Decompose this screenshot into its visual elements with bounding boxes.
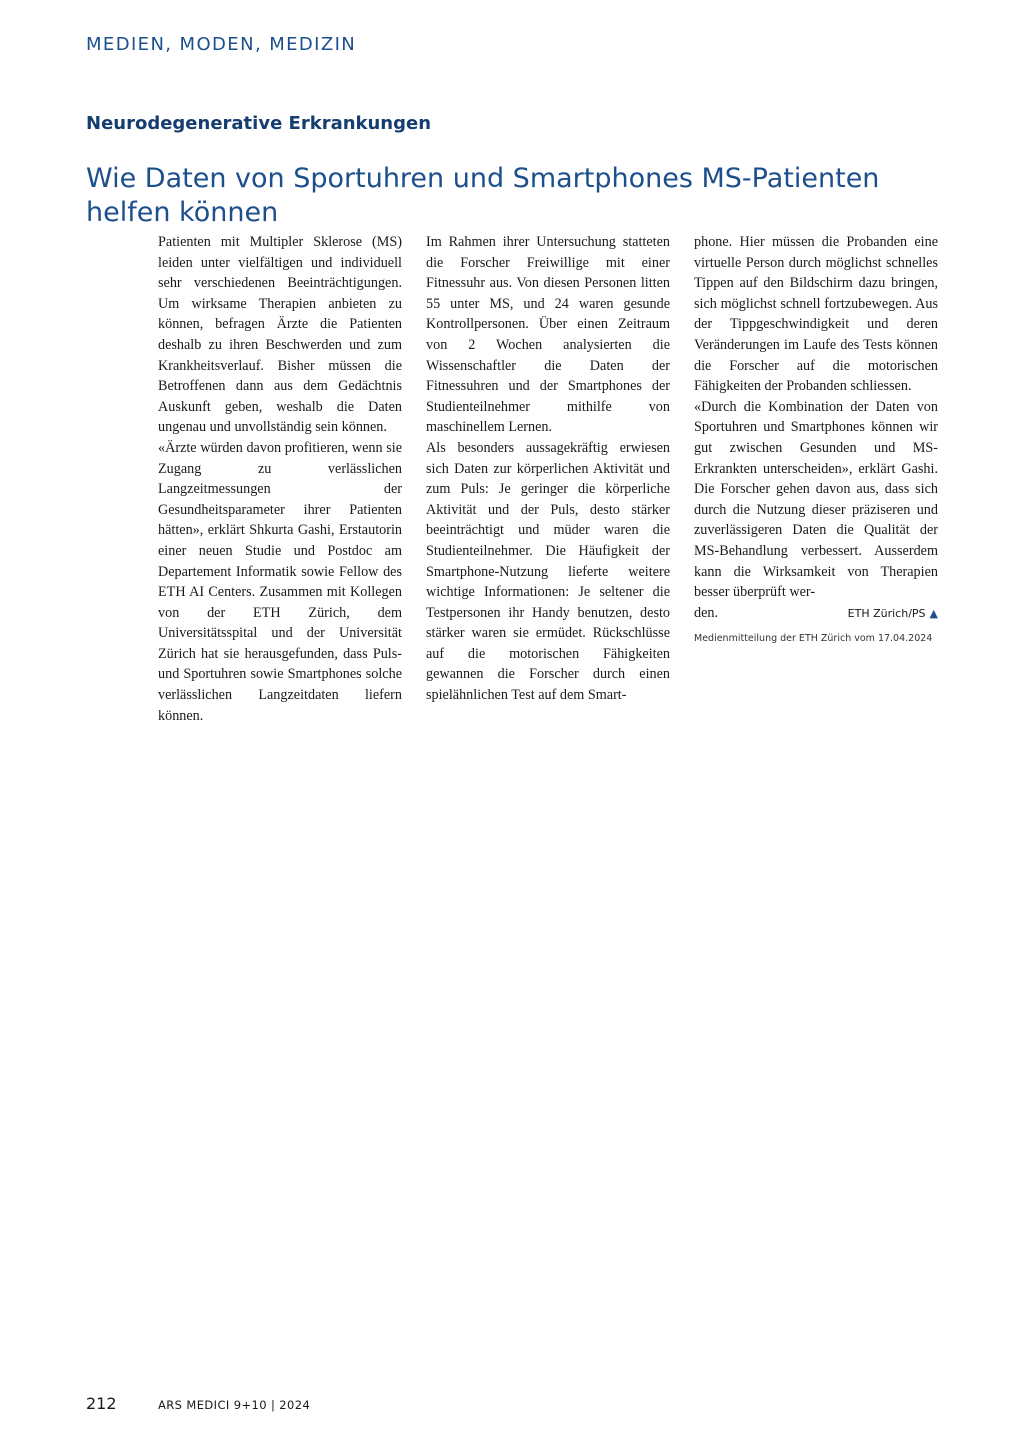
paragraph-end: den. [694,604,719,621]
paragraph: «Ärzte würden davon profitieren, wenn sie Zugang zu verlässlichen Langzeitmessungen der Gesundheitsparameter ihrer Patienten hätten», erklärt Shkurta Gashi, Erstautorin einer neuen Studie und Postdoc am Departement Informatik sowie Fellow des ETH AI Centers. Zusammen mit Kollegen von der ETH Zürich, dem Universitätsspital und der Universität Zürich hat sie herausgefunden, dass Puls- und Sportuhren sowie Smartphones solche verlässlichen Langzeitdaten liefern können. [158,439,402,724]
journal-issue: ARS MEDICI 9+10 | 2024 [158,1398,311,1412]
section-header: MEDIEN, MODEN, MEDIZIN [86,34,357,55]
author-line [694,603,938,625]
page-number: 212 [86,1394,117,1413]
author-name: ETH Zürich/PS [847,606,926,620]
paragraph: Als besonders aussagekräftig erwiesen sich Daten zur körperlichen Aktivität und zum Puls: Je geringer die körperliche Aktivität und der Puls, desto stärker beeinträchtigt und müder waren die Studienteilnehmer. Die Häufigkeit der Smartphone-Nutzung lieferte weitere wichtige Informationen: Je seltener die Testpersonen ihr Handy benutzen, desto stärker waren sie ermüdet. Rückschlüsse auf die motorischen Fähigkeiten gewannen die Forscher durch einen spielähnlichen Test auf dem Smart- [426,439,670,704]
paragraph: «Durch die Kombination der Daten von Sportuhren und Smartphones können wir gut zwischen Gesunden und MS-Erkrankten unterscheiden», erklärt Gashi. Die Forscher gehen davon aus, dass sich durch die Nutzung dieser präziseren und zuverlässigeren Daten die Qualität der MS-Behandlung verbessert. Ausserdem kann die Wirksamkeit von Therapien besser überprüft wer- [694,398,938,601]
end-mark-icon: ▲ [929,606,938,620]
author-credit [848,604,938,625]
paragraph: Patienten mit Multipler Sklerose (MS) leiden unter vielfältigen und individuell sehr verschiedenen Beeinträchtigungen. Um wirksame Therapien anbieten zu können, befragen Ärzte die Patienten deshalb zu ihren Beschwerden und zum Krankheitsverlauf. Bisher müssen die Betroffenen dann aus dem Gedächtnis Auskunft geben, weshalb die Daten ungenau und unvollständig sein können. [158,234,402,436]
article-kicker: Neurodegenerative Erkrankungen [86,113,432,134]
paragraph: Im Rahmen ihrer Untersuchung statteten die Forscher Freiwillige mit einer Fitnessuhr aus. Von diesen Personen litten 55 unter MS, und 24 waren gesunde Kontrollpersonen. Über einen Zeitraum von 2 Wochen analysierten die Wissenschaftler die Daten der Fitnessuhren und der Smartphones der Studienteilnehmer mithilfe von maschinellem Lernen. [426,234,670,436]
article-column-2 [426,232,670,706]
source-note: Medienmitteilung der ETH Zürich vom 17.04.2024 [694,633,933,645]
article-title: Wie Daten von Sportuhren und Smartphones MS-Patienten helfen können [86,163,880,229]
article-column-3 [694,232,938,646]
article-column-1 [158,232,402,726]
paragraph: phone. Hier müssen die Probanden eine virtuelle Person durch möglichst schnelles Tippen auf den Bildschirm dazu bringen, sich möglichst schnell fortzubewegen. Aus der Tippgeschwindigkeit und deren Veränderungen im Laufe des Tests können die Forscher auf die motorischen Fähigkeiten der Probanden schliessen. [694,234,938,395]
